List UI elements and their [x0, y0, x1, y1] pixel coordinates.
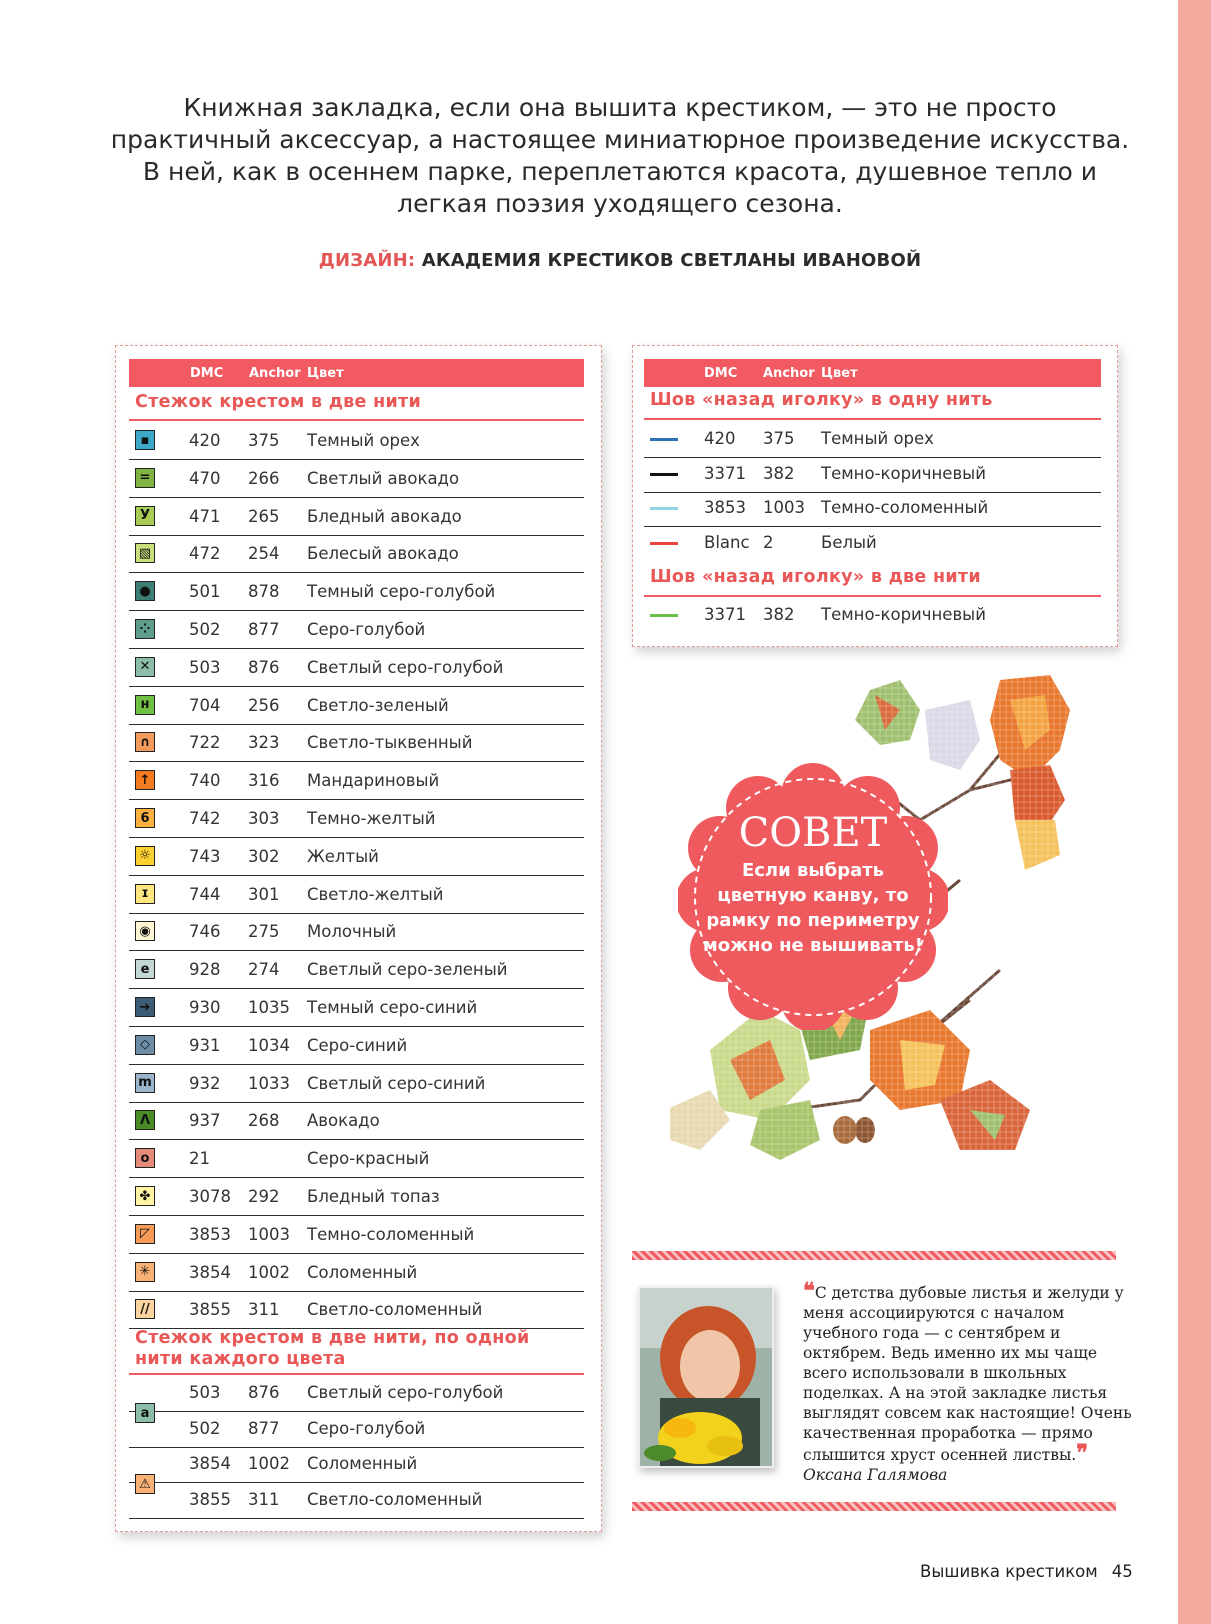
color-name: Темный орех	[821, 429, 934, 448]
anchor-code: 382	[763, 463, 795, 483]
stitch-symbol-icon: У	[135, 506, 155, 526]
dmc-code: 502	[189, 620, 221, 639]
design-credit	[110, 250, 1130, 271]
color-name: Желтый	[307, 846, 379, 866]
anchor-code: 1003	[248, 1224, 290, 1244]
color-name: Серо-синий	[307, 1035, 408, 1055]
quote-border-bottom	[632, 1502, 1116, 1511]
dmc-code: 470	[189, 468, 221, 488]
quote-border-top	[632, 1251, 1116, 1260]
anchor-code: 375	[248, 431, 280, 450]
color-name: Серо-голубой	[307, 1418, 426, 1438]
tip-text: Если выбрать цветную канву, то рамку по периметру можно не вышивать!	[703, 860, 923, 956]
blend-symbol-icon: a	[135, 1403, 155, 1423]
anchor-code: 311	[248, 1300, 280, 1320]
table-row	[129, 612, 584, 649]
stitch-symbol-icon: //	[135, 1299, 155, 1319]
anchor-code: 1035	[248, 998, 290, 1017]
dmc-code: 501	[189, 582, 221, 602]
close-quote-mark: ❞	[1076, 1440, 1089, 1466]
quote-text: С детства дубовые листья и желуди у меня ассоциируются с началом учебного года — с сентябрем и октябрем. Ведь именно их мы чаще всего использовали в школьных поделках. А на этой закладке листья выглядят совсем как настоящие! Очень качественная проработка — прямо слышится хруст осенней листвы.	[803, 1284, 1132, 1464]
anchor-code: 382	[763, 605, 795, 624]
table-row	[129, 1448, 584, 1483]
stitch-symbol-icon: ▧	[135, 543, 155, 563]
col-color: Цвет	[821, 366, 858, 381]
page-number: 45	[1111, 1562, 1133, 1581]
author-photo-image	[640, 1288, 772, 1466]
table-row	[129, 1292, 584, 1329]
dmc-code: 471	[189, 506, 221, 526]
backstitch-line-icon	[650, 542, 678, 545]
dmc-code: 3853	[189, 1224, 231, 1244]
stitch-symbol-icon: ✳	[135, 1262, 155, 1282]
stitch-symbol-icon: ◇	[135, 1035, 155, 1055]
table-row	[129, 650, 584, 687]
color-name: Темно-соломенный	[821, 498, 989, 517]
backstitch-line-icon	[650, 473, 678, 476]
table-row	[129, 839, 584, 876]
anchor-code: 302	[248, 846, 280, 866]
table-row	[129, 877, 584, 914]
footer-section: Вышивка крестиком	[920, 1562, 1098, 1581]
anchor-code: 266	[248, 468, 280, 488]
table-row	[129, 1484, 584, 1519]
color-name: Светлый серо-синий	[307, 1073, 486, 1093]
color-name: Светлый серо-зеленый	[307, 960, 508, 980]
dmc-code: 744	[189, 884, 221, 904]
table-row	[129, 725, 584, 762]
intro-paragraph: Книжная закладка, если она вышита крестиком, — это не просто практичный аксессуар, а настоящее миниатюрное произведение искусства. В ней, как в осеннем парке, переплетаются красота, душевное тепло и легкая поэзия уходящего сезона.	[110, 93, 1130, 218]
section-title-cross-stitch: Стежок крестом в две нити	[135, 392, 422, 412]
color-name: Светлый серо-голубой	[307, 657, 504, 677]
color-name: Темно-коричневый	[821, 605, 986, 624]
color-name: Темный орех	[307, 431, 420, 450]
dmc-code: 937	[189, 1111, 221, 1131]
dmc-code: 746	[189, 922, 221, 942]
color-name: Темный серо-синий	[307, 998, 478, 1017]
anchor-code: 316	[248, 771, 280, 791]
anchor-code: 1034	[248, 1035, 290, 1055]
anchor-code: 877	[248, 1418, 280, 1438]
dmc-code: 503	[189, 657, 221, 677]
stitch-symbol-icon: ⁘	[135, 619, 155, 639]
anchor-code: 876	[248, 1383, 280, 1402]
anchor-code: 254	[248, 544, 280, 564]
color-name: Серо-голубой	[307, 620, 426, 639]
dmc-code: 503	[189, 1383, 221, 1402]
section-divider	[129, 1373, 584, 1375]
color-name: Серо-красный	[307, 1149, 430, 1169]
dmc-code: 743	[189, 846, 221, 866]
stitch-symbol-icon: ✕	[135, 657, 155, 677]
dmc-code: 3855	[189, 1489, 231, 1509]
anchor-code: 2	[763, 532, 774, 552]
stitch-symbol-icon: ◉	[135, 921, 155, 941]
table-row	[644, 422, 1101, 458]
col-dmc: DMC	[704, 366, 738, 381]
stitch-symbol-icon: Λ	[135, 1110, 155, 1130]
anchor-code: 301	[248, 884, 280, 904]
color-name: Молочный	[307, 922, 397, 942]
anchor-code: 1033	[248, 1073, 290, 1093]
anchor-code: 311	[248, 1489, 280, 1509]
stitch-symbol-icon: ●	[135, 581, 155, 601]
dmc-code: 928	[189, 960, 221, 980]
anchor-code: 323	[248, 733, 280, 753]
dmc-code: 722	[189, 733, 221, 753]
dmc-code: 3853	[704, 498, 746, 517]
col-color: Цвет	[307, 366, 344, 381]
col-anchor: Anchor	[763, 366, 815, 381]
stitch-symbol-icon: e	[135, 959, 155, 979]
color-name: Светлый серо-голубой	[307, 1383, 504, 1402]
color-name: Темный серо-голубой	[307, 582, 496, 602]
color-name: Темно-желтый	[307, 809, 436, 828]
blend-symbol-icon: ⚠	[135, 1474, 155, 1494]
dmc-code: Blanc	[704, 532, 750, 552]
table-row	[129, 1028, 584, 1065]
table-row	[129, 914, 584, 951]
stitch-symbol-icon: =	[135, 468, 155, 488]
page-footer	[920, 1562, 1133, 1581]
color-name: Светло-тыквенный	[307, 733, 473, 753]
anchor-code: 876	[248, 657, 280, 677]
stitch-symbol-icon: ↑	[135, 770, 155, 790]
color-name: Белесый авокадо	[307, 544, 459, 564]
table-row	[129, 1217, 584, 1254]
stitch-symbol-icon: ✤	[135, 1186, 155, 1206]
section-divider	[644, 418, 1101, 420]
backstitch-line-icon	[650, 614, 678, 617]
section-title-backstitch-1: Шов «назад иголку» в одну нить	[650, 390, 993, 410]
table-row	[129, 1413, 584, 1448]
dmc-code: 932	[189, 1073, 221, 1093]
color-name: Темно-коричневый	[821, 463, 986, 483]
table-row	[129, 423, 584, 460]
stitch-symbol-icon: ɪ	[135, 884, 155, 904]
table-row	[129, 1255, 584, 1292]
open-quote-mark: ❝	[803, 1278, 815, 1304]
section-title-blended: Стежок крестом в две нити, по одной нити каждого цвета	[135, 1328, 530, 1369]
color-name: Светло-соломенный	[307, 1489, 483, 1509]
section-divider	[129, 419, 584, 421]
backstitch-key-card	[632, 345, 1118, 647]
color-name: Бледный авокадо	[307, 506, 462, 526]
dmc-code: 472	[189, 544, 221, 564]
dmc-code: 740	[189, 771, 221, 791]
table-row	[644, 598, 1101, 633]
table-row	[129, 1377, 584, 1412]
section-divider	[644, 595, 1101, 597]
dmc-code: 502	[189, 1418, 221, 1438]
anchor-code: 878	[248, 582, 280, 602]
col-dmc: DMC	[190, 366, 224, 381]
table-header	[129, 359, 584, 387]
stitch-symbol-icon: ▪	[135, 430, 155, 450]
table-row	[129, 499, 584, 536]
design-value: АКАДЕМИЯ КРЕСТИКОВ СВЕТЛАНЫ ИВАНОВОЙ	[421, 250, 922, 271]
anchor-code: 1002	[248, 1454, 290, 1473]
stitch-symbol-icon: m	[135, 1073, 155, 1093]
color-name: Белый	[821, 532, 877, 552]
table-row	[644, 457, 1101, 493]
anchor-code: 275	[248, 922, 280, 942]
quote-block	[803, 1278, 1143, 1485]
dmc-code: 3854	[189, 1454, 231, 1473]
anchor-code: 268	[248, 1111, 280, 1131]
table-row	[644, 491, 1101, 527]
color-name: Бледный топаз	[307, 1187, 440, 1206]
dmc-code: 3078	[189, 1187, 231, 1206]
anchor-code: 256	[248, 695, 280, 715]
anchor-code: 292	[248, 1187, 280, 1206]
quote-author: Оксана Галямова	[803, 1466, 948, 1484]
section-title-backstitch-2: Шов «назад иголку» в две нити	[650, 567, 981, 587]
anchor-code: 1003	[763, 498, 805, 517]
dmc-code: 931	[189, 1035, 221, 1055]
table-row	[129, 688, 584, 725]
dmc-code: 3371	[704, 463, 746, 483]
tip-title: СОВЕТ	[738, 810, 888, 856]
stitch-symbol-icon: ◸	[135, 1224, 155, 1244]
stitch-symbol-icon: ☼	[135, 846, 155, 866]
table-row	[129, 1066, 584, 1103]
color-name: Соломенный	[307, 1262, 418, 1282]
table-row	[129, 763, 584, 800]
dmc-code: 3854	[189, 1262, 231, 1282]
stitch-symbol-icon: ∩	[135, 732, 155, 752]
page-edge-strip	[1175, 0, 1211, 1624]
color-name: Светло-зеленый	[307, 695, 449, 715]
col-anchor: Anchor	[249, 366, 301, 381]
dmc-code: 3371	[704, 605, 746, 624]
stitch-symbol-icon: 6	[135, 808, 155, 828]
color-name: Светлый авокадо	[307, 468, 460, 488]
color-name: Авокадо	[307, 1111, 380, 1131]
table-row	[129, 801, 584, 838]
dmc-code: 704	[189, 695, 221, 715]
anchor-code: 265	[248, 506, 280, 526]
anchor-code: 274	[248, 960, 280, 980]
backstitch-line-icon	[650, 438, 678, 441]
anchor-code: 303	[248, 809, 280, 828]
color-key-card	[115, 345, 602, 1532]
stitch-symbol-icon: ➔	[135, 997, 155, 1017]
color-name: Светло-соломенный	[307, 1300, 483, 1320]
table-row	[129, 1141, 584, 1178]
anchor-code: 877	[248, 620, 280, 639]
table-row	[644, 526, 1101, 561]
design-label: ДИЗАЙН:	[318, 250, 416, 271]
anchor-code: 1002	[248, 1262, 290, 1282]
table-header	[644, 359, 1101, 387]
table-row	[129, 1103, 584, 1140]
stitch-symbol-icon: н	[135, 695, 155, 715]
dmc-code: 420	[189, 431, 221, 450]
color-name: Соломенный	[307, 1454, 418, 1473]
author-photo	[638, 1286, 774, 1468]
table-row	[129, 952, 584, 989]
color-name: Светло-желтый	[307, 884, 444, 904]
table-row	[129, 990, 584, 1027]
table-row	[129, 536, 584, 573]
backstitch-line-icon	[650, 507, 678, 510]
dmc-code: 742	[189, 809, 221, 828]
stitch-symbol-icon: o	[135, 1148, 155, 1168]
table-row	[129, 1179, 584, 1216]
table-row	[129, 574, 584, 611]
dmc-code: 420	[704, 429, 736, 448]
color-name: Мандариновый	[307, 771, 440, 791]
dmc-code: 3855	[189, 1300, 231, 1320]
dmc-code: 930	[189, 998, 221, 1017]
color-name: Темно-соломенный	[307, 1224, 475, 1244]
table-row	[129, 461, 584, 498]
anchor-code: 375	[763, 429, 795, 448]
dmc-code: 21	[189, 1149, 210, 1169]
